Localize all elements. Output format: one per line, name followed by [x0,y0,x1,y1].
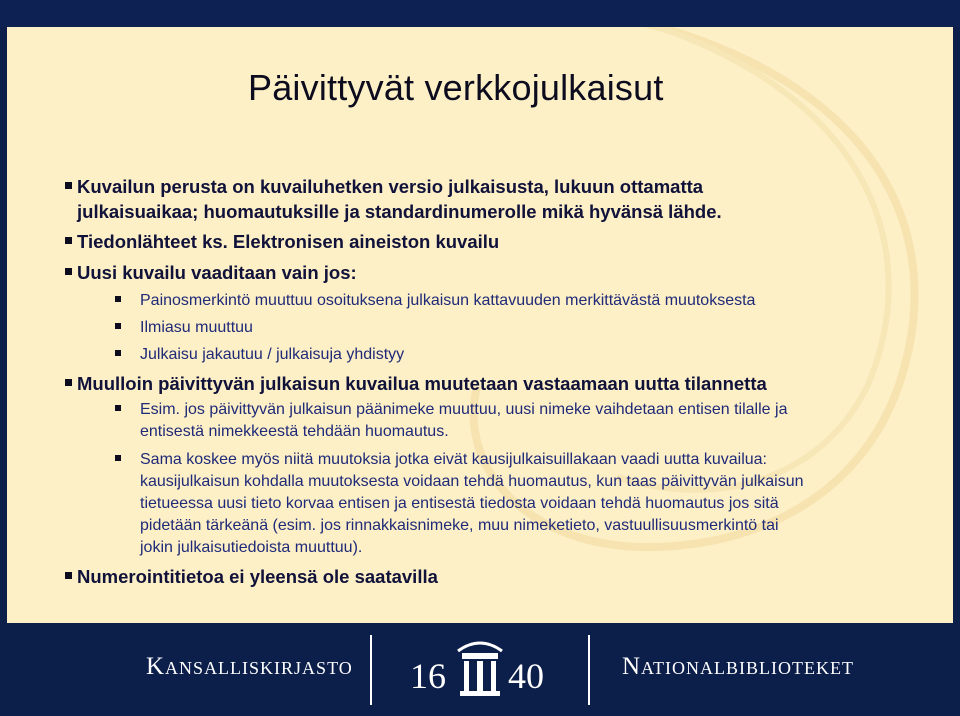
slide-content [7,27,953,623]
bullet-text: Julkaisu jakautuu / julkaisuja yhdistyy [140,346,405,363]
bullet-text: pidetään tärkeänä (esim. jos rinnakkaisnimeke, muu nimeketieto, vastuullisuusmerkintö tai [140,517,779,534]
sub-bullet-item [111,290,901,312]
square-bullet-icon [65,237,72,244]
square-bullet-icon [65,572,72,579]
year-left: 16 [410,656,446,696]
square-bullet-icon [65,182,72,189]
footer-logo-right: Nationalbiblioteket [622,653,855,680]
square-bullet-icon [115,323,121,329]
sub-bullet-item [111,317,901,339]
year-right: 40 [508,656,544,696]
bullet-text: kausijulkaisun kohdalla muutoksesta voidaan tehdä huomautus, kun taas päivittyvän julkaisun [140,473,804,490]
bullet-text: Kuvailun perusta on kuvailuhetken versio julkaisusta, lukuun ottamatta [77,176,704,197]
bullet-text: Numerointitietoa ei yleensä ole saatavilla [77,566,438,587]
top-bar [0,0,960,27]
sub-bullet-item [111,399,901,443]
bullet-item [63,229,893,254]
sub-bullet-item [111,344,901,366]
square-bullet-icon [115,455,121,461]
bullet-item [63,260,893,285]
square-bullet-icon [115,350,121,356]
square-bullet-icon [65,268,72,275]
bullet-text: Sama koskee myös niitä muutoksia jotka eivät kausijulkaisuillakaan vaadi uutta kuvailua: [140,451,767,468]
bullet-text: tietueessa uusi tieto korvaa entisen ja entisestä tiedosta voidaan tehdä huomautus jos sitä [140,495,779,512]
bullet-item [63,174,893,224]
bullet-text: Ilmiasu muuttuu [140,319,253,336]
square-bullet-icon [65,379,72,386]
page-title: Päivittyvät verkkojulkaisut [248,67,664,108]
footer-divider [588,635,590,705]
bullet-text: Painosmerkintö muuttuu osoituksena julkaisun kattavuuden merkittävästä muutoksesta [140,292,756,309]
bullet-text: Uusi kuvailu vaaditaan vain jos: [77,262,357,283]
bullet-text: Esim. jos päivittyvän julkaisun päänimeke muuttuu, uusi nimeke vaihdetaan entisen tilalle ja [140,401,788,418]
emblem-icon [450,633,510,699]
sub-bullet-item [111,449,901,559]
bullet-text: julkaisuaikaa; huomautuksille ja standardinumerolle mikä hyvänsä lähde. [77,201,722,222]
footer-bar [0,623,960,716]
bullet-text: Muulloin päivittyvän julkaisun kuvailua muutetaan vastaamaan uutta tilannetta [77,373,767,394]
bullet-item [63,564,893,589]
footer-divider [370,635,372,705]
footer-logo-left: Kansalliskirjasto [146,653,353,680]
bullet-text: jokin julkaisutiedoista muuttuu). [140,539,363,556]
square-bullet-icon [115,296,121,302]
bullet-text: entisestä nimekkeestä tehdään huomautus. [140,423,449,440]
bullet-item [63,371,893,396]
square-bullet-icon [115,405,121,411]
bullet-text: Tiedonlähteet ks. Elektronisen aineiston kuvailu [77,231,500,252]
